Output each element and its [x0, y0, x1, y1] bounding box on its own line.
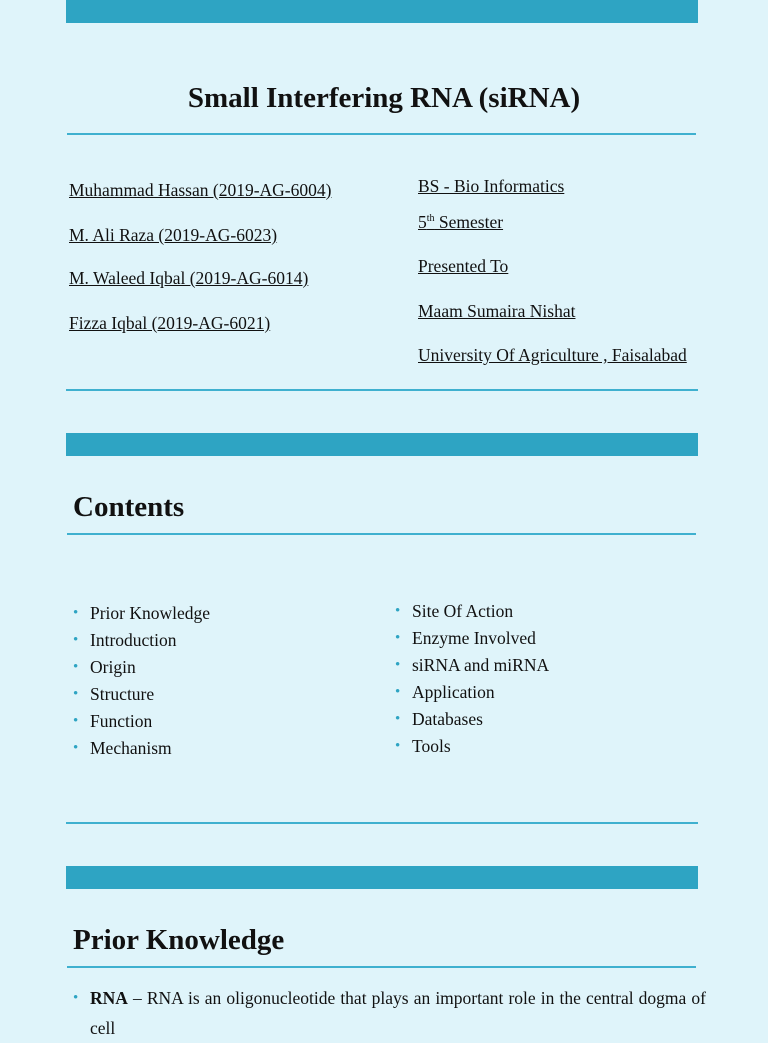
list-item-label: Tools	[412, 736, 451, 756]
rna-term: RNA	[90, 988, 128, 1008]
presented-to-label: Presented To	[418, 256, 509, 276]
list-item	[73, 682, 210, 709]
program-text: BS - Bio Informatics	[418, 176, 565, 196]
list-item-label: Application	[412, 682, 495, 702]
bullet-icon: •	[73, 990, 79, 1006]
bullet-icon: •	[73, 632, 79, 648]
contents-left-list	[73, 601, 210, 763]
list-item-label: siRNA and miRNA	[412, 655, 550, 675]
list-item	[395, 680, 549, 707]
bullet-icon: •	[395, 684, 401, 700]
list-item-label: Enzyme Involved	[412, 628, 536, 648]
bullet-icon: •	[395, 603, 401, 619]
bullet-icon: •	[73, 740, 79, 756]
list-item	[73, 655, 210, 682]
list-item-label: Origin	[90, 657, 136, 677]
semester-suffix: th	[426, 213, 435, 225]
author-2: M. Ali Raza (2019-AG-6023)	[69, 225, 278, 245]
list-item	[73, 628, 210, 655]
bullet-icon: •	[73, 605, 79, 621]
bullet-icon: •	[395, 630, 401, 646]
bullet-icon: •	[395, 711, 401, 727]
slide1-bottom-rule	[66, 389, 698, 391]
author-1: Muhammad Hassan (2019-AG-6004)	[69, 180, 332, 200]
semester-text	[418, 212, 503, 233]
rna-text: – RNA is an oligonucleotide that plays an important role in the central dogma of cell	[90, 988, 706, 1038]
list-item-label: Mechanism	[90, 738, 172, 758]
contents-heading-rule	[67, 533, 696, 535]
bullet-icon: •	[395, 657, 401, 673]
list-item	[395, 599, 549, 626]
list-item	[395, 707, 549, 734]
list-item-label: Site Of Action	[412, 601, 514, 621]
bullet-icon: •	[73, 713, 79, 729]
list-item	[73, 601, 210, 628]
slide2-top-bar	[66, 433, 698, 456]
bullet-icon: •	[73, 659, 79, 675]
list-item-label: Structure	[90, 684, 155, 704]
list-item	[395, 653, 549, 680]
university-text: University Of Agriculture , Faisalabad	[418, 345, 687, 365]
slide2-bottom-rule	[66, 822, 698, 824]
prior-knowledge-heading: Prior Knowledge	[73, 924, 285, 956]
bullet-icon: •	[73, 686, 79, 702]
slide1-title-rule	[67, 133, 696, 135]
contents-right-list	[395, 599, 549, 761]
slide3-top-bar	[66, 866, 698, 889]
list-item-label: Function	[90, 711, 153, 731]
prior-knowledge-heading-rule	[67, 966, 696, 968]
author-3: M. Waleed Iqbal (2019-AG-6014)	[69, 268, 309, 288]
author-4: Fizza Iqbal (2019-AG-6021)	[69, 313, 271, 333]
presented-to-name: Maam Sumaira Nishat	[418, 301, 576, 321]
list-item-label: Introduction	[90, 630, 177, 650]
slide1-title: Small Interfering RNA (siRNA)	[187, 82, 581, 114]
list-item	[395, 626, 549, 653]
list-item	[73, 709, 210, 736]
rna-paragraph	[73, 983, 706, 1043]
slide1-top-bar	[66, 0, 698, 23]
list-item	[395, 734, 549, 761]
semester-number: 5	[418, 212, 427, 232]
list-item-label: Databases	[412, 709, 483, 729]
list-item-label: Prior Knowledge	[90, 603, 211, 623]
semester-label: Semester	[434, 212, 504, 232]
bullet-icon: •	[395, 738, 401, 754]
list-item	[73, 736, 210, 763]
contents-heading: Contents	[73, 491, 185, 523]
